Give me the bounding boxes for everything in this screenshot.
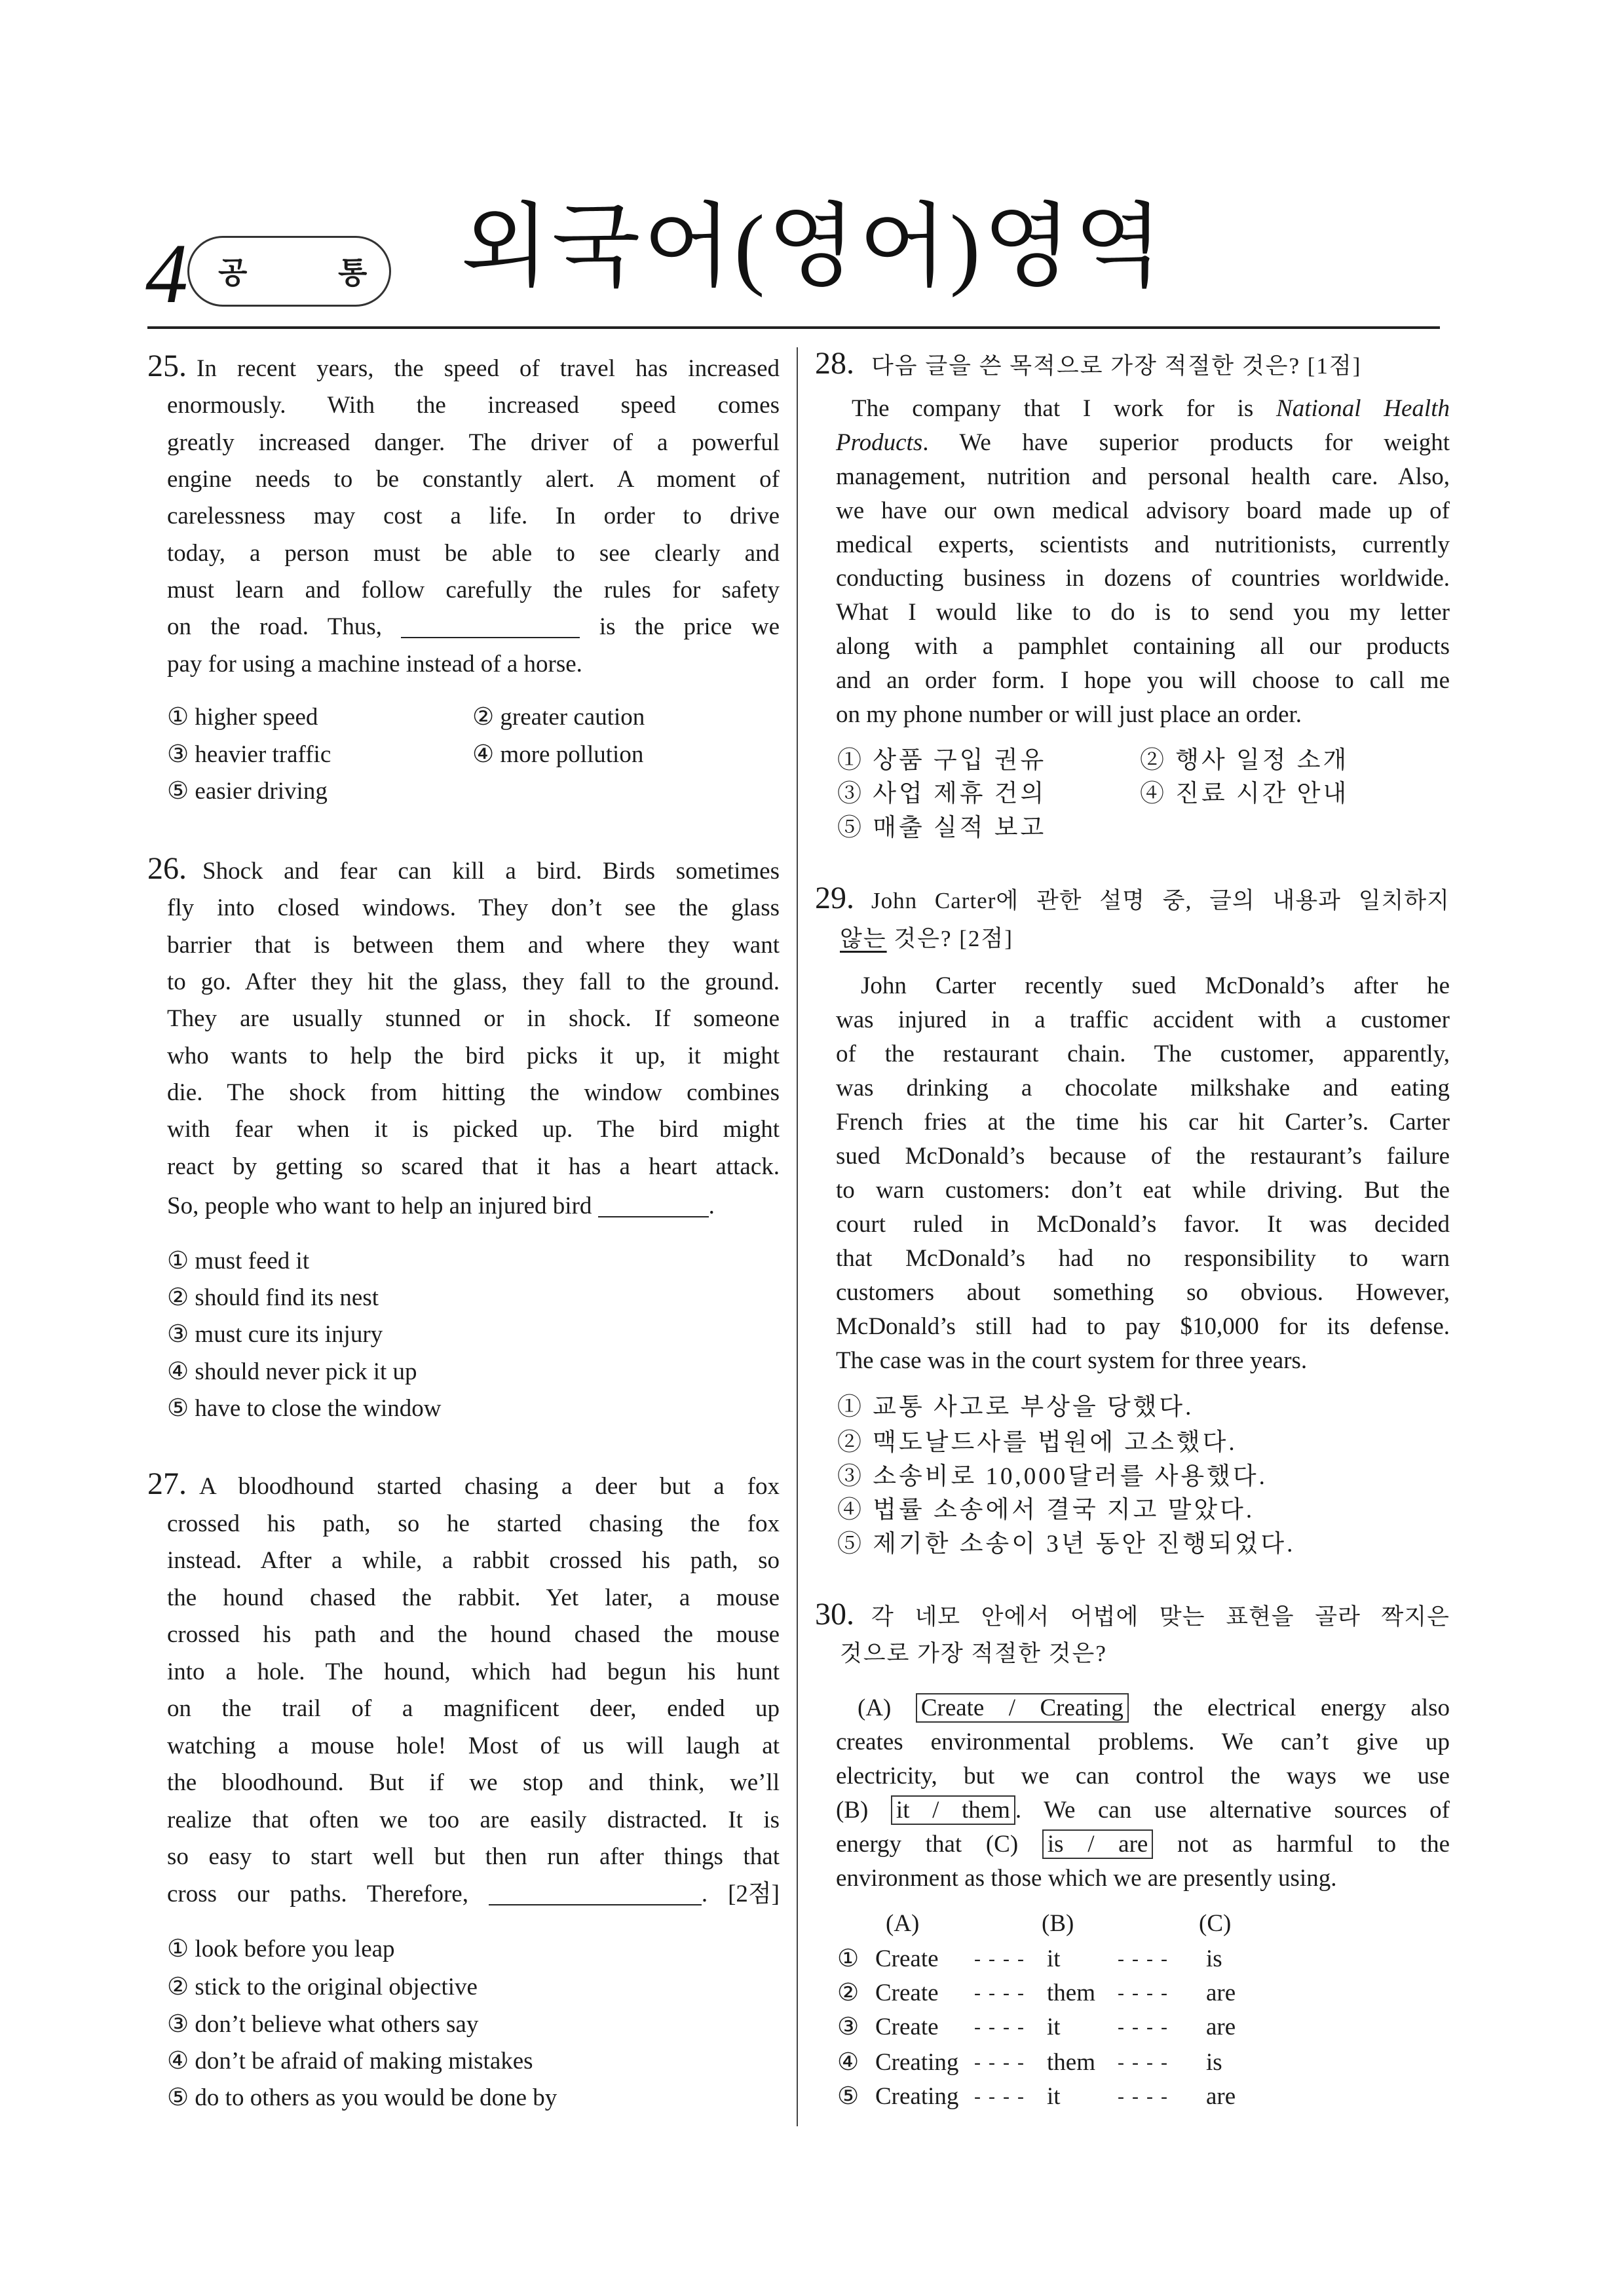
q25-option-3: ③ heavier traffic — [167, 741, 331, 768]
q27-line-11: so easy to start well but then run after things that — [167, 1843, 780, 1870]
q30-row-5-sep-1: ---- — [974, 2086, 1032, 2107]
q30-table-header-c: (C) — [1199, 1910, 1232, 1937]
q26-number: 26. — [147, 851, 187, 886]
q30-line-5 — [836, 1828, 1450, 1861]
q30-heading-line-1: 각 네모 안에서 어법에 맞는 표현을 골라 짝지은 — [871, 1604, 1450, 1630]
q28-company-name: National Health — [1276, 395, 1450, 422]
page-title: 외국어(영어)영역 — [461, 197, 1165, 298]
q26-answer-blank — [598, 1216, 709, 1217]
q30-choice-box-c: is / are — [1042, 1829, 1154, 1859]
q30-row-2-sep-1: ---- — [974, 1982, 1032, 2004]
q30-line-3: electricity, but we can control the ways we use — [836, 1763, 1450, 1789]
q25-line-1: In recent years, the speed of travel has increased — [197, 355, 780, 382]
q25-line-6: today, a person must be able to see clearly and — [167, 540, 780, 567]
q26-line-4: to go. After they hit the glass, they fall to the ground. — [167, 968, 780, 995]
q28-line-5: medical experts, scientists and nutritionists, currently — [836, 531, 1450, 558]
q25-line-2: enormously. With the increased speed comes — [167, 392, 780, 419]
q25-line-5: carelessness may cost a life. In order to drive — [167, 503, 780, 529]
q27-line-4: the hound chased the rabbit. Yet later, a mouse — [167, 1584, 780, 1611]
q25-answer-blank — [401, 637, 580, 638]
page-number: 4 — [145, 227, 188, 321]
q28-option-2: ② 행사 일정 소개 — [1140, 747, 1350, 774]
q27-line-9: the bloodhound. But if we stop and think, we’ll — [167, 1769, 780, 1796]
q30-row-3-sep-1: ---- — [974, 2016, 1032, 2038]
q29-line-7: to warn customers: don’t eat while driving. But the — [836, 1177, 1450, 1204]
q30-line-5-after: not as harmful to the — [1177, 1831, 1450, 1858]
q27-line-12 — [167, 1878, 780, 1911]
q30-label-a: (A) — [858, 1694, 892, 1721]
q30-row-1-b: it — [1047, 1945, 1061, 1972]
q30-row-5-b: it — [1047, 2083, 1061, 2110]
q28-number: 28. — [815, 346, 854, 381]
q28-line-1-before: The company that I work for is — [852, 395, 1254, 422]
q25-option-4: ④ more pollution — [472, 741, 644, 768]
q30-line-4-after: . We can use alternative sources of — [1015, 1797, 1450, 1824]
q27-line-12-after: . [2점] — [701, 1881, 780, 1907]
q25-line-8 — [167, 611, 780, 643]
q28-heading: 다음 글을 쓴 목적으로 가장 적절한 것은? [1점] — [871, 353, 1362, 379]
q27-option-3: ③ don’t believe what others say — [167, 2011, 479, 2038]
q29-line-10: customers about something so obvious. However, — [836, 1279, 1450, 1306]
q26-line-3: barrier that is between them and where they want — [167, 932, 780, 959]
q26-line-10 — [167, 1190, 780, 1223]
q28-option-5: ⑤ 매출 실적 보고 — [837, 814, 1047, 841]
q27-line-8: watching a mouse hole! Most of us will laugh at — [167, 1732, 780, 1759]
q27-line-1: A bloodhound started chasing a deer but a fox — [199, 1473, 780, 1500]
q30-row-3-b: it — [1047, 2014, 1061, 2040]
q30-line-1 — [858, 1692, 1450, 1725]
q29-line-5: French fries at the time his car hit Carter’s. Carter — [836, 1109, 1450, 1136]
q30-row-4-sep-2: ---- — [1118, 2052, 1175, 2073]
q25-line-9: pay for using a machine instead of a horse. — [167, 651, 582, 678]
q30-row-4-a: Creating — [875, 2049, 959, 2076]
q29-option-1: ① 교통 사고로 부상을 당했다. — [837, 1394, 1194, 1421]
q26-line-10-before: So, people who want to help an injured bird — [167, 1193, 592, 1219]
q27-number: 27. — [147, 1466, 187, 1501]
q30-row-5-a: Creating — [875, 2083, 959, 2110]
q26-line-6: who wants to help the bird picks it up, it might — [167, 1043, 780, 1069]
q30-row-3-a: Create — [875, 2014, 939, 2040]
q26-line-9: react by getting so scared that it has a heart attack. — [167, 1153, 780, 1180]
q30-row-1-num: ① — [837, 1945, 859, 1972]
q27-line-10: realize that often we too are easily distracted. It is — [167, 1807, 780, 1833]
q26-option-4: ④ should never pick it up — [167, 1358, 417, 1385]
q30-row-5-c: are — [1206, 2083, 1236, 2110]
q26-line-5: They are usually stunned or in shock. If someone — [167, 1005, 780, 1032]
q29-line-9: that McDonald’s had no responsibility to warn — [836, 1245, 1450, 1272]
q29-option-3: ③ 소송비로 10,000달러를 사용했다. — [837, 1463, 1268, 1490]
q28-line-9: and an order form. I hope you will choose to call me — [836, 667, 1450, 694]
q26-option-3: ③ must cure its injury — [167, 1321, 383, 1348]
q30-row-4-num: ④ — [837, 2049, 859, 2076]
q30-line-4 — [836, 1794, 1450, 1827]
q30-row-2-sep-2: ---- — [1118, 1982, 1175, 2004]
q29-number: 29. — [815, 881, 854, 915]
q26-line-7: die. The shock from hitting the window combines — [167, 1079, 780, 1106]
q30-row-1-a: Create — [875, 1945, 939, 1972]
q26-option-2: ② should find its nest — [167, 1284, 379, 1311]
q29-line-2: was injured in a traffic accident with a customer — [836, 1006, 1450, 1033]
q30-row-2-num: ② — [837, 1980, 859, 2006]
q25-line-8-after: is the price we — [599, 613, 780, 640]
q30-line-2: creates environmental problems. We can’t give up — [836, 1729, 1450, 1755]
q30-label-b: (B) — [836, 1797, 869, 1824]
q25-option-2: ② greater caution — [472, 704, 645, 731]
q30-line-6: environment as those which we are presently using. — [836, 1865, 1337, 1892]
q25-line-7: must learn and follow carefully the rules for safety — [167, 577, 780, 603]
q30-choice-box-b: it / them — [891, 1795, 1015, 1825]
q29-heading-line-1: John Carter에 관한 설명 중, 글의 내용과 일치하지 — [871, 888, 1450, 913]
q30-row-2-b: them — [1047, 1980, 1095, 2006]
q25-line-4: engine needs to be constantly alert. A moment of — [167, 466, 780, 493]
q30-row-5-sep-2: ---- — [1118, 2086, 1175, 2107]
q29-heading-rest: 것은? [2점] — [894, 926, 1013, 951]
q28-line-2 — [836, 427, 1450, 459]
q28-line-6: conducting business in dozens of countries worldwide. — [836, 565, 1450, 592]
q28-line-3: management, nutrition and personal health care. Also, — [836, 463, 1450, 490]
q30-row-4-b: them — [1047, 2049, 1095, 2076]
section-label-left: 공 — [218, 256, 248, 290]
q30-row-4-sep-1: ---- — [974, 2052, 1032, 2073]
q27-answer-blank — [489, 1904, 702, 1905]
q28-option-4: ④ 진료 시간 안내 — [1140, 780, 1350, 807]
q28-company-name-end: Products — [836, 429, 923, 456]
q27-option-5: ⑤ do to others as you would be done by — [167, 2084, 557, 2111]
q28-line-4: we have our own medical advisory board made up of — [836, 497, 1450, 524]
q26-line-1: Shock and fear can kill a bird. Birds sometimes — [202, 858, 780, 885]
q30-choice-box-a: Create / Creating — [916, 1693, 1129, 1723]
q29-line-11: McDonald’s still had to pay $10,000 for its defense. — [836, 1313, 1450, 1340]
q26-line-8: with fear when it is picked up. The bird might — [167, 1116, 780, 1143]
q30-line-5-before: energy that (C) — [836, 1831, 1019, 1858]
q29-heading-negation: 않는 — [840, 926, 887, 951]
q30-row-3-c: are — [1206, 2014, 1236, 2040]
q25-line-8-before: on the road. Thus, — [167, 613, 382, 640]
q26-option-5: ⑤ have to close the window — [167, 1395, 442, 1422]
q27-option-1: ① look before you leap — [167, 1936, 395, 1962]
column-divider — [797, 347, 798, 2126]
q25-option-5: ⑤ easier driving — [167, 778, 328, 805]
q30-table-header-a: (A) — [886, 1910, 920, 1937]
q25-line-3: greatly increased danger. The driver of a powerful — [167, 429, 780, 456]
q30-row-5-num: ⑤ — [837, 2083, 859, 2110]
section-label-right: 통 — [338, 256, 368, 290]
q28-line-8: along with a pamphlet containing all our products — [836, 633, 1450, 660]
q30-row-2-c: are — [1206, 1980, 1236, 2006]
q30-row-2-a: Create — [875, 1980, 939, 2006]
q30-row-3-num: ③ — [837, 2014, 859, 2040]
q29-line-4: was drinking a chocolate milkshake and eating — [836, 1075, 1450, 1101]
q30-number: 30. — [815, 1597, 854, 1632]
q29-line-12: The case was in the court system for three years. — [836, 1347, 1308, 1374]
q26-line-10-after: . — [708, 1193, 715, 1219]
q27-option-4: ④ don’t be afraid of making mistakes — [167, 2048, 533, 2075]
q30-row-1-sep-1: ---- — [974, 1948, 1032, 1970]
header-rule — [147, 326, 1440, 329]
q28-line-7: What I would like to do is to send you my letter — [836, 599, 1450, 626]
q30-row-1-sep-2: ---- — [1118, 1948, 1175, 1970]
q28-option-3: ③ 사업 제휴 건의 — [837, 780, 1047, 807]
q27-line-12-before: cross our paths. Therefore, — [167, 1881, 468, 1907]
q29-line-6: sued McDonald’s because of the restaurant’s failure — [836, 1143, 1450, 1170]
q26-option-1: ① must feed it — [167, 1248, 310, 1274]
q27-line-3: instead. After a while, a rabbit crossed his path, so — [167, 1547, 780, 1574]
q29-line-1: John Carter recently sued McDonald’s after he — [861, 972, 1450, 999]
q26-line-2: fly into closed windows. They don’t see the glass — [167, 894, 780, 921]
q27-option-2: ② stick to the original objective — [167, 1974, 478, 2000]
q30-line-1-after: the electrical energy also — [1153, 1694, 1450, 1721]
q25-number: 25. — [147, 349, 187, 383]
q29-heading-line-2 — [840, 923, 1013, 955]
q30-row-3-sep-2: ---- — [1118, 2016, 1175, 2038]
q25-option-1: ① higher speed — [167, 704, 318, 731]
q30-table-header-b: (B) — [1042, 1910, 1074, 1937]
q27-line-2: crossed his path, so he started chasing the fox — [167, 1510, 780, 1537]
q28-line-2-after: . We have superior products for weight — [922, 429, 1450, 456]
q29-option-4: ④ 법률 소송에서 결국 지고 말았다. — [837, 1497, 1255, 1523]
q29-line-8: court ruled in McDonald’s favor. It was decided — [836, 1211, 1450, 1238]
q28-line-10: on my phone number or will just place an order. — [836, 701, 1302, 728]
q27-line-7: on the trail of a magnificent deer, ended up — [167, 1695, 780, 1722]
q28-line-1 — [852, 392, 1450, 425]
q28-option-1: ① 상품 구입 권유 — [837, 747, 1047, 774]
q30-heading-line-2: 것으로 가장 적절한 것은? — [840, 1641, 1107, 1666]
q30-row-1-c: is — [1206, 1945, 1222, 1972]
q29-option-5: ⑤ 제기한 소송이 3년 동안 진행되었다. — [837, 1531, 1296, 1558]
q30-row-4-c: is — [1206, 2049, 1222, 2076]
q27-line-5: crossed his path and the hound chased the mouse — [167, 1621, 780, 1648]
q27-line-6: into a hole. The hound, which had begun his hunt — [167, 1658, 780, 1685]
q29-line-3: of the restaurant chain. The customer, apparently, — [836, 1041, 1450, 1067]
q29-option-2: ② 맥도날드사를 법원에 고소했다. — [837, 1429, 1237, 1456]
